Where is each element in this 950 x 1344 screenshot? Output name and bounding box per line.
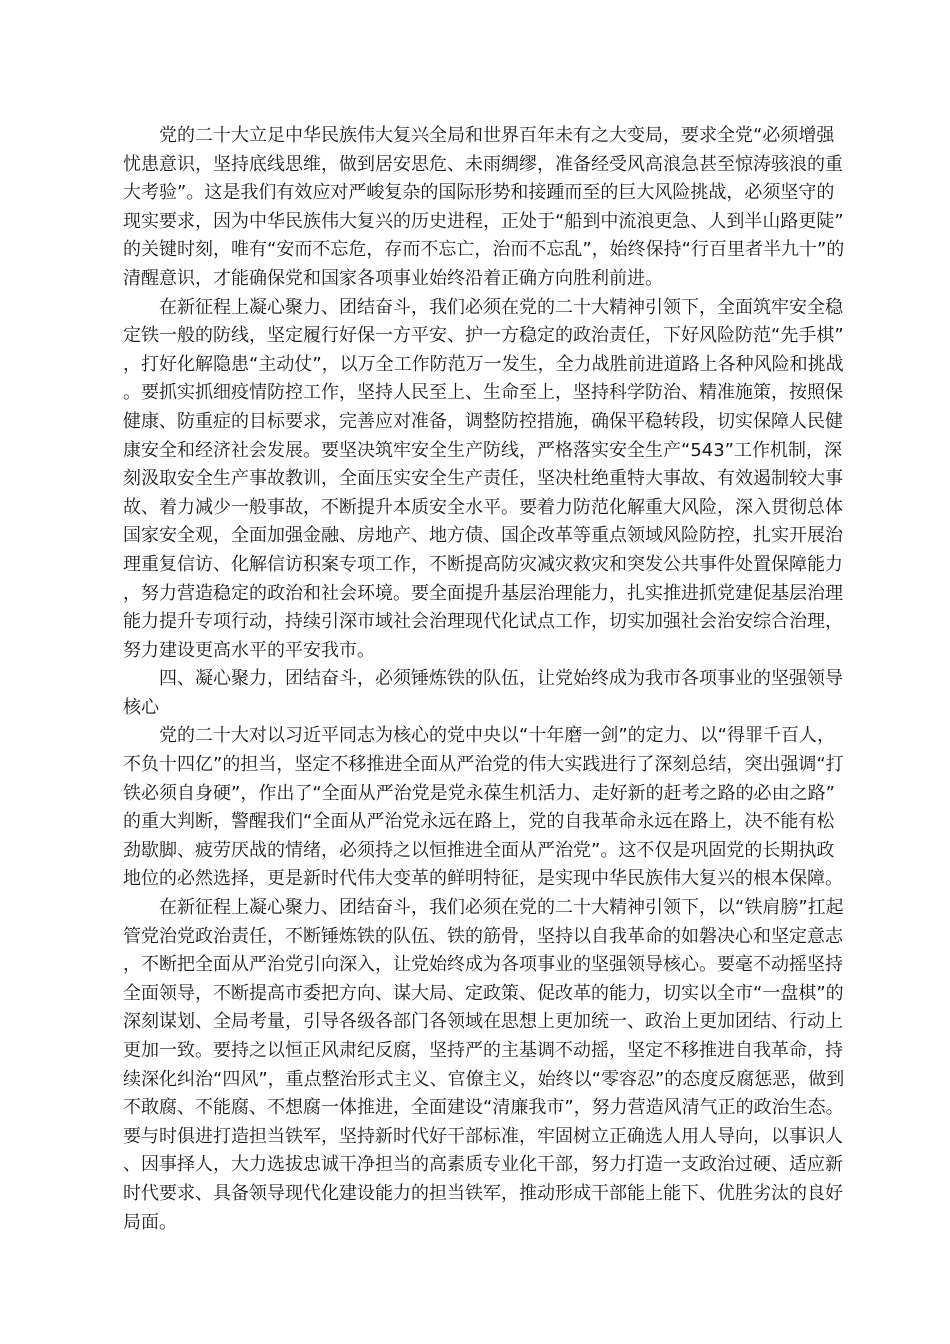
paragraph-iron-team: 在新征程上凝心聚力、团结奋斗，我们必须在党的二十大精神引领下，以“铁肩膀”扛起管党治党政治责任，不断锤炼铁的队伍、铁的筋骨，坚持以自我革命的如磐决心和坚定意志，不断把全面从严治党引向深入，让党始终成为各项事业的坚强领导核心。要毫不动摇坚持全面领导，不断提高市委把方向、谋大局、定政策、促改革的能力，切实以全市“一盘棋”的深刻谋划、全局考量，引导各级各部门各领域在思想上更加统一、政治上更加团结、行动上更加一致。要持之以恒正风肃纪反腐，坚持严的主基调不动摇，坚定不移推进自我革命，持续深化纠治“四风”，重点整治形式主义、官僚主义，始终以“零容忍”的态度反腐惩恶，做到不敢腐、不能腐、不想腐一体推进，全面建设“清廉我市”，努力营造风清气正的政治生态。要与时俱进打造担当铁军，坚持新时代好干部标准，牢固树立正确选人用人导向，以事识人、因事择人，大力选拔忠诚干净担当的高素质专业化干部，努力打造一支政治过硬、适应新时代要求、具备领导现代化建设能力的担当铁军，推动形成干部能上能下、优胜劣汰的良好局面。	[123, 897, 845, 1233]
paragraph-party-governance: 党的二十大对以习近平同志为核心的党中央以“十年磨一剑”的定力、以“得罪千百人，不负十四亿”的担当，坚定不移推进全面从严治党的伟大实践进行了深刻总结，突出强调“打铁必须自身硬”，作出了“全面从严治党是党永葆生机活力、走好新的赶考之路的必由之路”的重大判断，警醒我们“全面从严治党永远在路上，党的自我革命永远在路上，决不能有松劲歇脚、疲劳厌战的情绪，必须持之以恒推进全面从严治党”。这不仅是巩固党的长期执政地位的必然选择，更是新时代伟大变革的鲜明特征，是实现中华民族伟大复兴的根本保障。	[123, 725, 844, 890]
paragraph-security-defense: 在新征程上凝心聚力、团结奋斗，我们必须在党的二十大精神引领下，全面筑牢安全稳定铁一般的防线，坚定履行好保一方平安、护一方稳定的政治责任，下好风险防范“先手棋”，打好化解隐患“主动仗”，以万全工作防范万一发生，全力战胜前进道路上各种风险和挑战。要抓实抓细疫情防控工作，坚持人民至上、生命至上，坚持科学防治、精准施策，按照保健康、防重症的目标要求，完善应对准备，调整防控措施，确保平稳转段，切实保障人民健康安全和经济社会发展。要坚决筑牢安全生产防线，严格落实安全生产“543”工作机制，深刻汲取安全生产事故教训，全面压实安全生产责任，坚决杜绝重特大事故、有效遏制较大事故、着力减少一般事故，不断提升本质安全水平。要着力防范化解重大风险，深入贯彻总体国家安全观，全面加强金融、房地产、地方债、国企改革等重点领域风险防控，扎实开展治理重复信访、化解信访积案专项工作，不断提高防灾减灾救灾和突发公共事件处置保障能力，努力营造稳定的政治和社会环境。要全面提升基层治理能力，扎实推进抓党建促基层治理能力提升专项行动，持续引深市域社会治理现代化试点工作，切实加强社会治安综合治理，努力建设更高水平的平安我市。	[123, 296, 844, 661]
paragraph-security-awareness: 党的二十大立足中华民族伟大复兴全局和世界百年未有之大变局，要求全党“必须增强忧患意识，坚持底线思维，做到居安思危、未雨绸缪，准备经受风高浪急甚至惊涛骇浪的重大考验”。这是我们有效应对严峻复杂的国际形势和接踵而至的巨大风险挑战，必须坚守的现实要求，因为中华民族伟大复兴的历史进程，正处于“船到中流浪更急、人到半山路更陡”的关键时刻，唯有“安而不忘危，存而不忘亡，治而不忘乱”，始终保持“行百里者半九十”的清醒意识，才能确保党和国家各项事业始终沿着正确方向胜利前进。	[123, 125, 845, 289]
document-body	[123, 122, 849, 1237]
section-heading-four: 四、凝心聚力，团结奋斗，必须锤炼铁的队伍，让党始终成为我市各项事业的坚强领导核心	[123, 668, 843, 718]
